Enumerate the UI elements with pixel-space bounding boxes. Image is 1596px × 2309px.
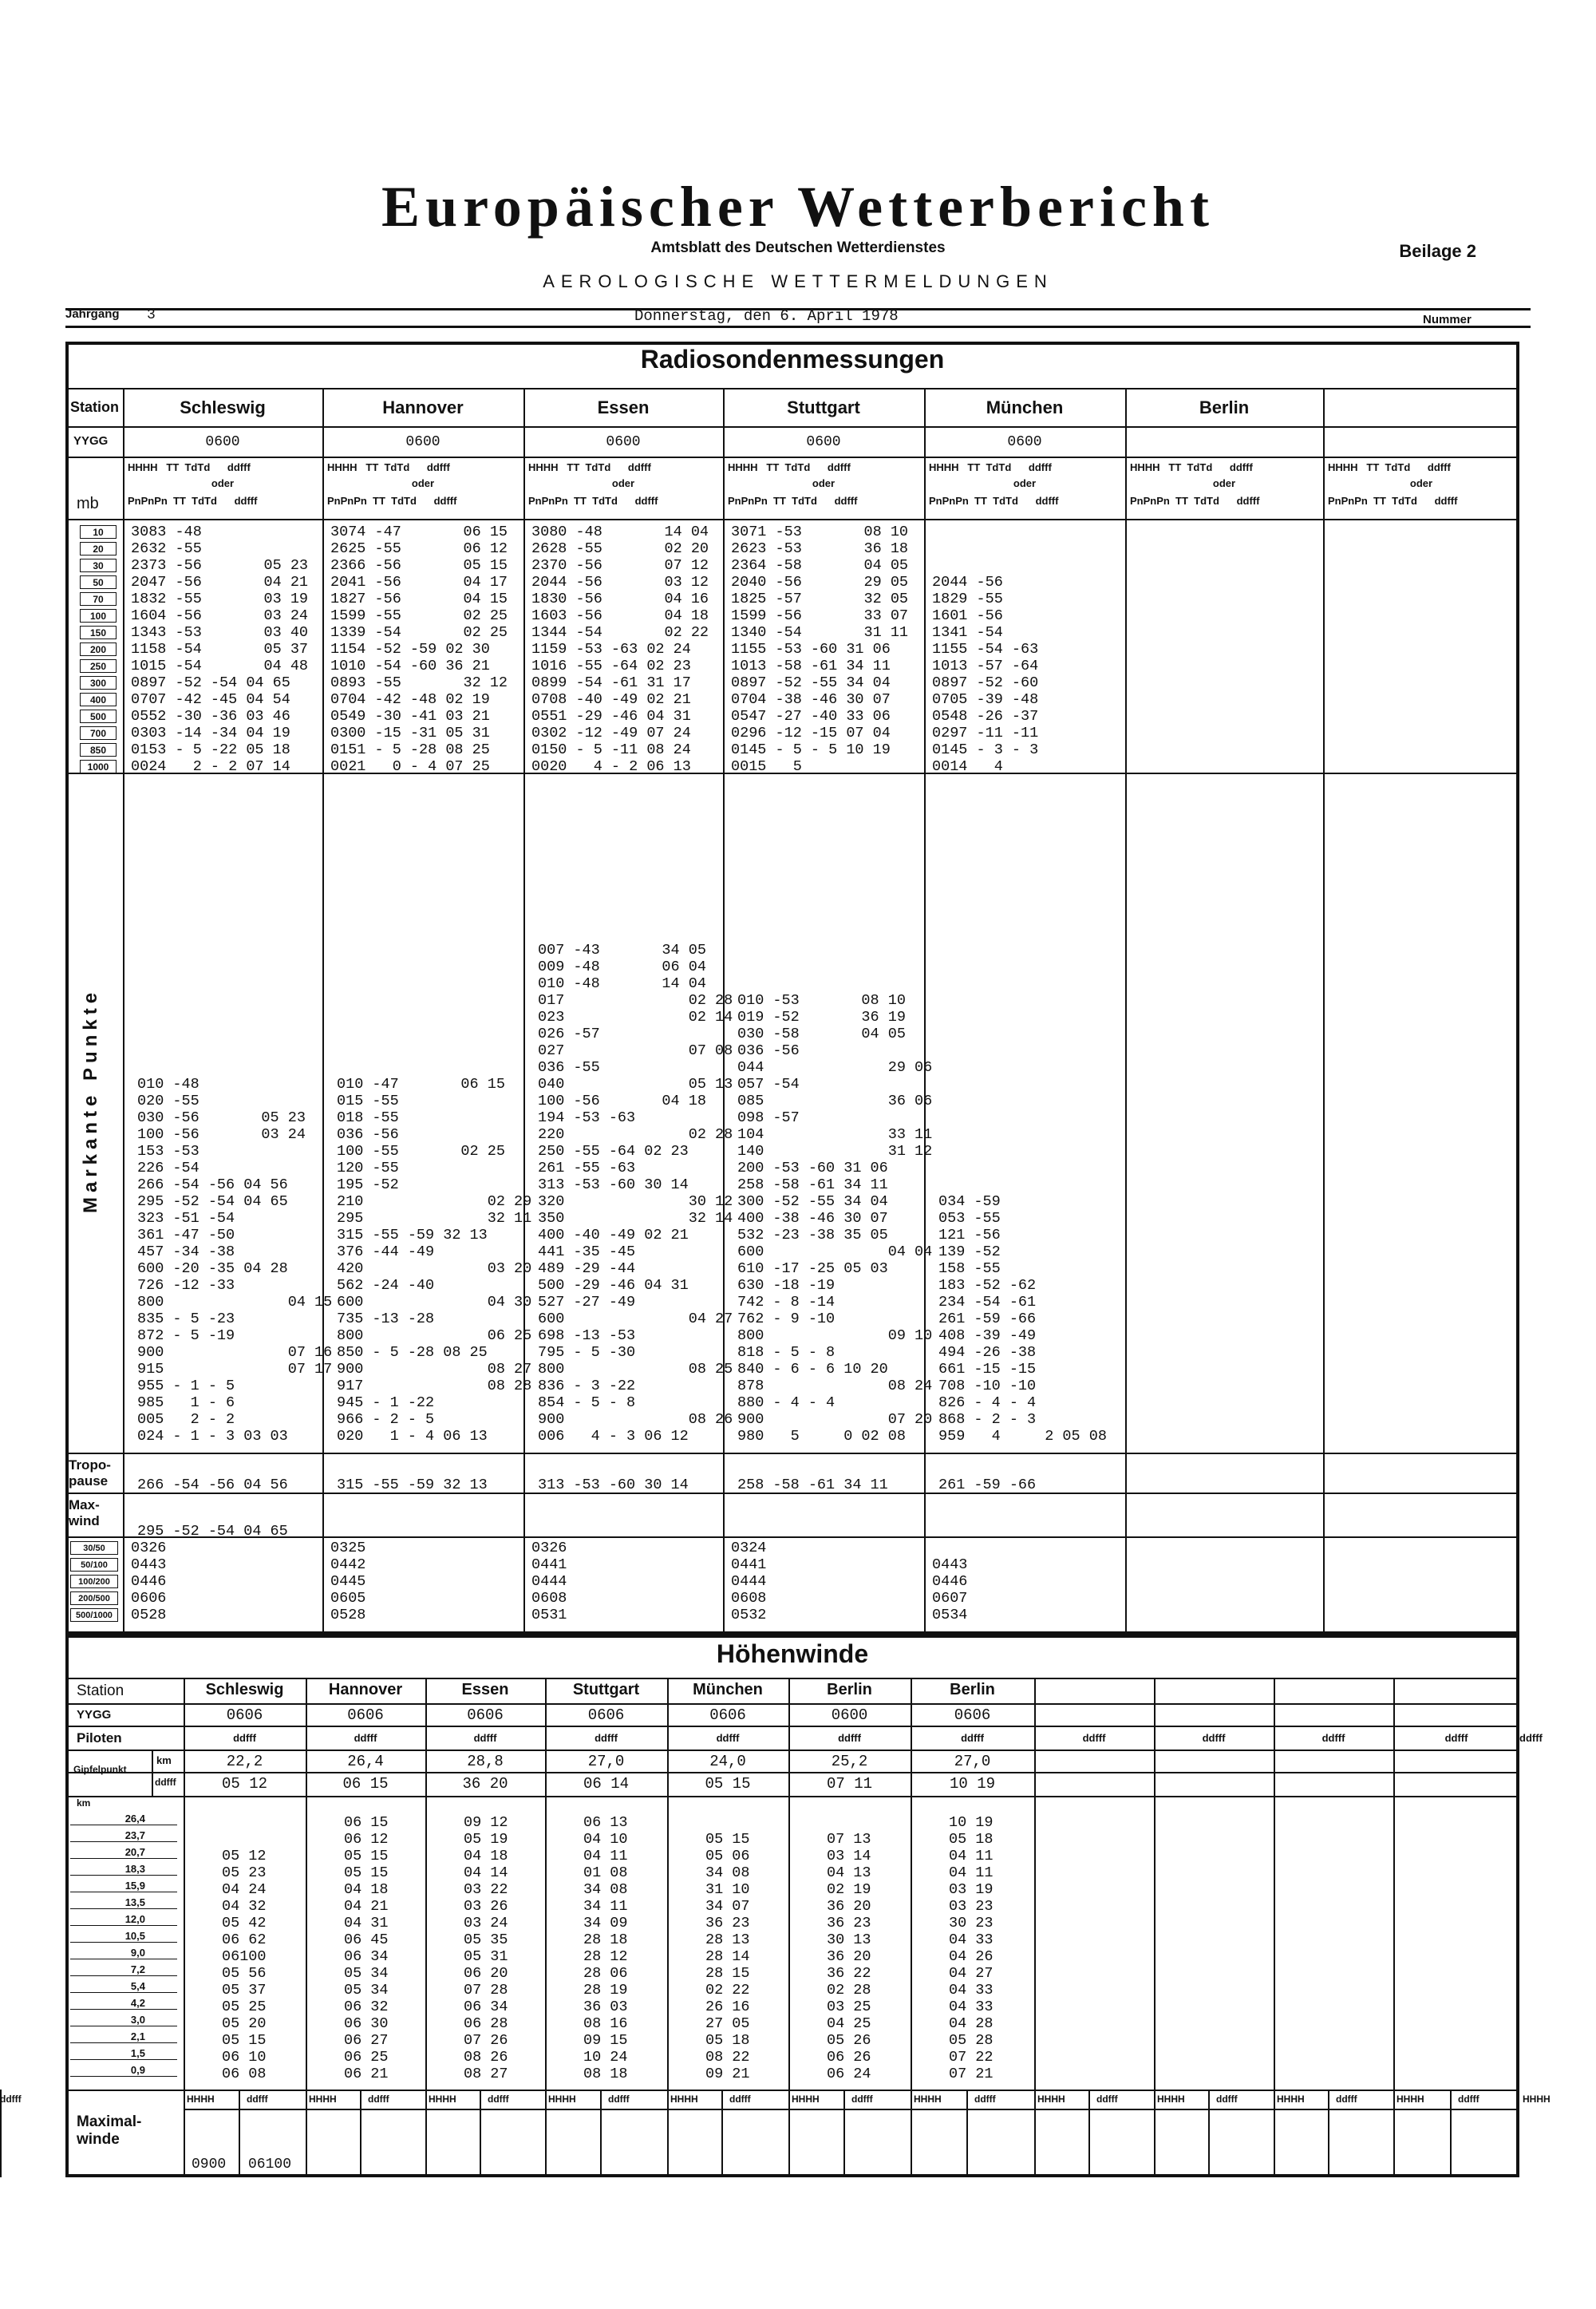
hw-gipfel-km: 28,8 [467, 1753, 504, 1770]
hw-hrule [65, 1796, 1519, 1797]
mb-level: 200 [80, 642, 117, 656]
hw-max-hhhh-label: HHHH [670, 2094, 698, 2105]
col-header-2: PnPnPn TT TdTd ddfff [327, 495, 457, 507]
hw-hrule [1274, 2109, 1393, 2110]
radio-vrule [1125, 388, 1127, 1635]
hw-station-name: Stuttgart [572, 1681, 640, 1698]
hw-gipfel-dd: 05 15 [705, 1775, 751, 1793]
hw-dd-label: ddfff [155, 1777, 176, 1788]
maxwind-value: 295 -52 -54 04 65 [137, 1523, 288, 1540]
hw-max-dd-label: ddfff [1216, 2094, 1238, 2105]
hw-gipfel-dd: 06 15 [342, 1775, 389, 1793]
standard-levels: 3071 -53 08 10 2623 -53 36 18 2364 -58 04 05 2040 -56 29 05 1825 -57 32 05 1599 -56 33 07 1340 -54 31 11 1155 -53 -60 31 06 1013 -58 -61 34 11 0897 -52 -55 34 04 0704 -38 -46 30 07 0547 -27 -40 33 06 0296 -12 -15 07 04 0145 - 5 - 5 10 19 0015 5 [731, 524, 909, 775]
mb-level: 50 [80, 575, 117, 589]
shear-row-label: 50/100 [70, 1558, 118, 1572]
hw-column-values: 05 12 05 23 04 24 04 32 05 42 06 62 06100 05 56 05 37 05 25 05 20 05 15 06 10 06 08 [222, 1848, 267, 2082]
hw-hrule [65, 2090, 1519, 2091]
radio-yygg: 0600 [806, 434, 841, 450]
hw-column-values: 05 15 05 06 34 08 31 10 34 07 36 23 28 13 28 14 28 15 02 22 26 16 27 05 05 18 08 22 09 21 [705, 1831, 750, 2082]
radio-yygg: 0600 [606, 434, 641, 450]
col-header-2: PnPnPn TT TdTd ddfff [728, 495, 858, 507]
hw-max-dd-label: ddfff [1096, 2094, 1118, 2105]
standard-levels: 3080 -48 14 04 2628 -55 02 20 2370 -56 07 12 2044 -56 03 12 1830 -56 04 16 1603 -56 04 18 1344 -54 02 22 1159 -53 -63 02 24 1016 -55 -64 02 23 0899 -54 -61 31 17 0708 -40 -49 02 21 0551 -29 -46 04 31 0302 -12 -49 07 24 0150 - 5 -11 08 24 0020 4 - 2 06 13 [531, 524, 709, 775]
hw-max-hhhh: 0900 [192, 2157, 227, 2173]
hw-hrule [65, 1726, 1519, 1727]
standard-levels: 2044 -56 1829 -55 1601 -56 1341 -54 1155 -54 -63 1013 -57 -64 0897 -52 -60 0705 -39 -48 0548 -26 -37 0297 -11 -11 0145 - 3 - 3 0014 4 [932, 574, 1039, 775]
hw-gipfel-km: 27,0 [954, 1753, 991, 1770]
hw-yygg: 0606 [226, 1706, 263, 1724]
hw-gipfel-dd: 06 14 [583, 1775, 629, 1793]
hw-maximal-label: Maximal- winde [77, 2113, 142, 2148]
hw-gipfel-dd: 05 12 [221, 1775, 267, 1793]
col-header-2: PnPnPn TT TdTd ddfff [1130, 495, 1260, 507]
mb-level: 150 [80, 626, 117, 639]
hw-yygg: 0600 [831, 1706, 868, 1724]
hw-gipfel-dd: 07 11 [826, 1775, 872, 1793]
hw-hrule [1034, 2109, 1154, 2110]
radiosonde-title: Radiosondenmessungen [640, 345, 945, 374]
hw-level: 13,5 [70, 1896, 177, 1909]
shear-values: 0326 0443 0446 0606 0528 [131, 1540, 167, 1623]
nummer-label: Nummer [1423, 313, 1472, 326]
radio-station-name: Hannover [382, 397, 464, 417]
hw-station-name: Schleswig [205, 1681, 284, 1698]
hw-column-values: 06 15 06 12 05 15 05 15 04 18 04 21 04 31 06 45 06 34 05 34 05 34 06 32 06 30 06 27 06 25 06 21 [344, 1814, 389, 2082]
mb-level: 500 [80, 710, 117, 723]
mb-level: 850 [80, 743, 117, 757]
hw-max-dd-label: ddfff [0, 2094, 22, 2105]
mb-level: 400 [80, 693, 117, 706]
station-label: Station [70, 399, 119, 415]
page-title: Europäischer Wetterbericht [381, 175, 1215, 239]
hw-yygg: 0606 [467, 1706, 504, 1724]
hw-max-dd-label: ddfff [974, 2094, 996, 2105]
hw-max-dd-label: ddfff [729, 2094, 751, 2105]
radio-station-name: Essen [597, 397, 650, 417]
hw-max-hhhh-label: HHHH [792, 2094, 820, 2105]
hw-piloten-dd: ddfff [838, 1732, 861, 1744]
col-header-oder: oder [1212, 477, 1236, 489]
hw-hrule [667, 2109, 788, 2110]
col-header-2: PnPnPn TT TdTd ddfff [929, 495, 1059, 507]
hw-gipfel-km: 26,4 [347, 1753, 384, 1770]
hw-piloten-dd: ddfff [233, 1732, 256, 1744]
shear-row-label: 30/50 [70, 1541, 118, 1555]
hw-piloten-dd: ddfff [1321, 1732, 1345, 1744]
col-header-oder: oder [1409, 477, 1433, 489]
hw-level: 26,4 [70, 1812, 177, 1825]
publisher-subtitle: Amtsblatt des Deutschen Wetterdienstes [650, 239, 946, 256]
hw-level: 7,2 [70, 1963, 177, 1976]
hw-max-hhhh-label: HHHH [1157, 2094, 1185, 2105]
radio-yygg: 0600 [1007, 434, 1042, 450]
hoehenwinde-title: Höhenwinde [716, 1639, 869, 1668]
hw-gipfel-dd: 36 20 [462, 1775, 508, 1793]
hw-max-dd-label: ddfff [608, 2094, 630, 2105]
header-rule-bottom [65, 326, 1531, 328]
hw-piloten-dd: ddfff [473, 1732, 497, 1744]
hw-hrule [425, 2109, 545, 2110]
hw-vrule [1034, 1678, 1036, 2177]
hw-vrule [600, 2090, 602, 2177]
col-header-oder: oder [1013, 477, 1037, 489]
hw-yygg: 0606 [347, 1706, 384, 1724]
hw-max-hhhh-label: HHHH [1037, 2094, 1065, 2105]
hw-max-dd: 06100 [248, 2157, 292, 2173]
marked-points: 010 -48 020 -55 030 -56 05 23 100 -56 03 24 153 -53 226 -54 266 -54 -56 04 56 295 -52 -54 04 65 323 -51 -54 361 -47 -50 457 -34 -38 600 -20 -35 04 28 726 -12 -33 800 04 15 835 - 5 -23 872 - 5 -19 900 07 16 915 07 17 955 - 1 - 5 985 1 - 6 005 2 - 2 024 - 1 - 3 03 03 [137, 1076, 333, 1445]
radio-hrule [65, 388, 1519, 389]
radio-station-name: München [986, 397, 1064, 417]
hw-level: 4,2 [70, 1996, 177, 2010]
hw-gipfel-km: 27,0 [587, 1753, 625, 1770]
marked-points: 010 -47 06 15 015 -55 018 -55 036 -56 100 -55 02 25 120 -55 195 -52 210 02 29 295 32 11 315 -55 -59 32 13 376 -44 -49 420 03 20 562 -24 -40 600 04 30 735 -13 -28 800 06 25 850 - 5 -28 08 25 900 08 27 917 08 28 945 - 1 -22 966 - 2 - 5 020 1 - 4 06 13 [337, 1076, 532, 1445]
col-header-1: HHHH TT TdTd ddfff [528, 461, 651, 473]
hw-station-name: Berlin [827, 1681, 872, 1698]
hw-hrule [65, 1678, 1519, 1679]
hw-vrule [239, 2090, 240, 2177]
hw-vrule [1450, 2090, 1452, 2177]
col-header-1: HHHH TT TdTd ddfff [1130, 461, 1253, 473]
hw-station-name: Hannover [328, 1681, 403, 1698]
hw-piloten-dd: ddfff [1519, 1732, 1543, 1744]
radio-hrule [65, 519, 1519, 520]
tropopause-value: 261 -59 -66 [938, 1477, 1037, 1493]
standard-levels: 3074 -47 06 15 2625 -55 06 12 2366 -56 05 15 2041 -56 04 17 1827 -56 04 15 1599 -55 02 25 1339 -54 02 25 1154 -52 -59 02 30 1010 -54 -60 36 21 0893 -55 32 12 0704 -42 -48 02 19 0549 -30 -41 03 21 0300 -15 -31 05 31 0151 - 5 -28 08 25 0021 0 - 4 07 25 [330, 524, 508, 775]
radio-yygg: 0600 [405, 434, 440, 450]
yygg-label: YYGG [73, 434, 109, 448]
col-header-1: HHHH TT TdTd ddfff [327, 461, 450, 473]
section-title: AEROLOGISCHE WETTERMELDUNGEN [543, 271, 1053, 291]
shear-values: 0324 0441 0444 0608 0532 [731, 1540, 767, 1623]
tropopause-value: 315 -55 -59 32 13 [337, 1477, 488, 1493]
hw-vrule [480, 2090, 481, 2177]
tropopause-label: Tropo- pause [69, 1457, 111, 1489]
hw-hrule [65, 1750, 1519, 1751]
mb-level: 20 [80, 542, 117, 556]
hw-max-hhhh-label: HHHH [429, 2094, 456, 2105]
hw-vrule [843, 2090, 845, 2177]
col-header-2: PnPnPn TT TdTd ddfff [528, 495, 658, 507]
mb-level: 700 [80, 726, 117, 740]
hw-max-dd-label: ddfff [368, 2094, 389, 2105]
hw-hrule [1393, 2109, 1519, 2110]
hw-station-name: Berlin [950, 1681, 995, 1698]
hw-max-hhhh-label: HHHH [1277, 2094, 1305, 2105]
mb-level: 10 [80, 525, 117, 539]
hw-km-label: km [156, 1754, 172, 1766]
hw-level: 0,9 [70, 2063, 177, 2077]
hw-hrule [65, 1772, 1519, 1773]
col-header-1: HHHH TT TdTd ddfff [728, 461, 851, 473]
hw-level: 9,0 [70, 1946, 177, 1959]
hw-max-hhhh-label: HHHH [187, 2094, 215, 2105]
standard-levels: 3083 -48 2632 -55 2373 -56 05 23 2047 -56 04 21 1832 -55 03 19 1604 -56 03 24 1343 -53 03 40 1158 -54 05 37 1015 -54 04 48 0897 -52 -54 04 65 0707 -42 -45 04 54 0552 -30 -36 03 46 0303 -14 -34 04 19 0153 - 5 -22 05 18 0024 2 - 2 07 14 [131, 524, 309, 775]
hw-vrule [721, 2090, 723, 2177]
hw-piloten-dd: ddfff [1082, 1732, 1106, 1744]
hw-column-values: 10 19 05 18 04 11 04 11 03 19 03 23 30 23 04 33 04 26 04 27 04 33 04 33 04 28 05 28 07 22 07 21 [949, 1814, 994, 2082]
hw-hrule [65, 1703, 1519, 1705]
col-header-1: HHHH TT TdTd ddfff [929, 461, 1052, 473]
radio-vrule [322, 388, 324, 1635]
hw-level: 2,1 [70, 2030, 177, 2043]
radio-hrule [65, 457, 1519, 458]
tropopause-value: 313 -53 -60 30 14 [538, 1477, 689, 1493]
hw-gipfel-km: 24,0 [709, 1753, 746, 1770]
hw-hrule [911, 2109, 1034, 2110]
mb-level: 30 [80, 559, 117, 572]
hw-vrule [1088, 2090, 1090, 2177]
hw-piloten-dd: ddfff [354, 1732, 377, 1744]
maxwind-label: Max- wind [69, 1497, 100, 1528]
hw-level: 3,0 [70, 2013, 177, 2026]
col-header-oder: oder [812, 477, 836, 489]
col-header-2: PnPnPn TT TdTd ddfff [128, 495, 258, 507]
hw-max-hhhh-label: HHHH [1523, 2094, 1551, 2105]
shear-row-label: 500/1000 [70, 1608, 118, 1622]
hw-yygg: 0606 [709, 1706, 746, 1724]
hw-column-values: 06 13 04 10 04 11 01 08 34 08 34 11 34 09 28 18 28 12 28 06 28 19 36 03 08 16 09 15 10 24 08 18 [583, 1814, 628, 2082]
hw-hrule [306, 2109, 425, 2110]
marked-points-label: Markante Punkte [80, 987, 101, 1213]
radio-hrule [65, 1453, 1519, 1454]
hw-level: 18,3 [70, 1862, 177, 1876]
hw-max-dd-label: ddfff [488, 2094, 509, 2105]
radio-vrule [1323, 388, 1325, 1635]
hw-level: 20,7 [70, 1845, 177, 1859]
hw-yygg: 0606 [587, 1706, 625, 1724]
shear-values: 0325 0442 0445 0605 0528 [330, 1540, 366, 1623]
hw-gipfel-km: 25,2 [831, 1753, 868, 1770]
issue-date: Donnerstag, den 6. April 1978 [634, 307, 899, 325]
hw-station-label: Station [77, 1682, 124, 1699]
hw-level: 15,9 [70, 1879, 177, 1892]
hw-max-hhhh-label: HHHH [548, 2094, 576, 2105]
hw-max-hhhh-label: HHHH [914, 2094, 942, 2105]
hw-piloten-dd: ddfff [961, 1732, 984, 1744]
marked-points: 010 -53 08 10 019 -52 36 19 030 -58 04 05 036 -56 044 29 06 057 -54 085 36 06 098 -57 104 33 11 140 31 12 200 -53 -60 31 06 258 -58 -61 34 11 300 -52 -55 34 04 400 -38 -46 30 07 532 -23 -38 35 05 600 04 04 610 -17 -25 05 03 630 -18 -19 742 - 8 -14 762 - 9 -10 800 09 10 818 - 5 - 8 840 - 6 - 6 10 20 878 08 24 880 - 4 - 4 900 07 20 980 5 0 02 08 [737, 992, 933, 1445]
radio-station-name: Berlin [1199, 397, 1250, 417]
hw-station-name: München [693, 1681, 763, 1698]
hw-vrule [360, 2090, 361, 2177]
hw-km-col-label: km [77, 1797, 91, 1809]
hw-hrule [1154, 2109, 1274, 2110]
hw-yygg: 0606 [954, 1706, 991, 1724]
marked-points: 034 -59 053 -55 121 -56 139 -52 158 -55 183 -52 -62 234 -54 -61 261 -59 -66 408 -39 -49 494 -26 -38 661 -15 -15 708 -10 -10 826 - 4 - 4 868 - 2 - 3 959 4 2 05 08 [938, 1193, 1107, 1445]
col-header-oder: oder [411, 477, 435, 489]
radio-hrule [65, 426, 1519, 428]
shear-row-label: 100/200 [70, 1575, 118, 1588]
hw-max-dd-label: ddfff [851, 2094, 873, 2105]
hw-hrule [788, 2109, 911, 2110]
hw-vrule [1274, 1678, 1275, 2177]
jahrgang-label: Jahrgang [65, 307, 120, 321]
tropopause-value: 266 -54 -56 04 56 [137, 1477, 288, 1493]
col-header-oder: oder [611, 477, 635, 489]
mb-level: 70 [80, 592, 117, 606]
hw-vrule [1393, 1678, 1395, 2177]
hw-max-hhhh-label: HHHH [1396, 2094, 1424, 2105]
hw-column-values: 09 12 05 19 04 18 04 14 03 22 03 26 03 24 05 35 05 31 06 20 07 28 06 34 06 28 07 26 08 26 08 27 [464, 1814, 508, 2082]
hw-gipfel-dd: 10 19 [949, 1775, 995, 1793]
hw-vrule [1328, 2090, 1329, 2177]
hw-max-hhhh-label: HHHH [309, 2094, 337, 2105]
beilage-label: Beilage 2 [1399, 241, 1476, 261]
hw-station-name: Essen [461, 1681, 509, 1698]
hw-max-dd-label: ddfff [247, 2094, 268, 2105]
mb-level: 250 [80, 659, 117, 673]
hw-vrule [1208, 2090, 1210, 2177]
mb-level: 1000 [80, 760, 117, 773]
hw-vrule [152, 1750, 153, 1796]
radio-yygg: 0600 [205, 434, 240, 450]
hw-piloten-dd: ddfff [716, 1732, 740, 1744]
radio-station-name: Stuttgart [787, 397, 860, 417]
mb-level: 100 [80, 609, 117, 623]
hw-vrule [1154, 1678, 1156, 2177]
hw-level: 23,7 [70, 1829, 177, 1842]
hw-max-dd-label: ddfff [1336, 2094, 1357, 2105]
jahrgang-value: 3 [147, 307, 156, 323]
shear-row-label: 200/500 [70, 1591, 118, 1605]
col-header-oder: oder [211, 477, 235, 489]
radio-station-name: Schleswig [180, 397, 266, 417]
tropopause-value: 258 -58 -61 34 11 [737, 1477, 888, 1493]
shear-values: 0326 0441 0444 0608 0531 [531, 1540, 567, 1623]
hw-level: 5,4 [70, 1979, 177, 1993]
hw-vrule [966, 2090, 968, 2177]
hw-piloten-dd: ddfff [595, 1732, 618, 1744]
hw-gipfel-label: Gipfelpunkt [73, 1764, 127, 1775]
hw-max-dd-label: ddfff [1458, 2094, 1479, 2105]
radio-vrule [523, 388, 525, 1635]
hw-column-values: 07 13 03 14 04 13 02 19 36 20 36 23 30 13 36 20 36 22 02 28 03 25 04 25 05 26 06 26 06 24 [827, 1831, 871, 2082]
radio-vrule [123, 388, 124, 1635]
hw-gipfel-km: 22,2 [226, 1753, 263, 1770]
marked-points: 007 -43 34 05 009 -48 06 04 010 -48 14 04 017 02 28 023 02 14 026 -57 027 07 08 036 -55 040 05 13 100 -56 04 18 194 -53 -63 220 02 28 250 -55 -64 02 23 261 -55 -63 313 -53 -60 30 14 320 30 12 350 32 14 400 -40 -49 02 21 441 -35 -45 489 -29 -44 500 -29 -46 04 31 527 -27 -49 600 04 27 698 -13 -53 795 - 5 -30 800 08 25 836 - 3 -22 854 - 5 - 8 900 08 26 006 4 - 3 06 12 [538, 942, 733, 1445]
hw-level: 1,5 [70, 2046, 177, 2060]
mb-level: 300 [80, 676, 117, 690]
hw-piloten-dd: ddfff [1202, 1732, 1226, 1744]
hw-level: 10,5 [70, 1929, 177, 1943]
hw-level: 12,0 [70, 1912, 177, 1926]
header-rule-top [65, 308, 1531, 310]
hw-yygg-label: YYGG [77, 1708, 112, 1722]
col-header-2: PnPnPn TT TdTd ddfff [1328, 495, 1458, 507]
col-header-1: HHHH TT TdTd ddfff [128, 461, 251, 473]
hw-piloten-dd: ddfff [1444, 1732, 1468, 1744]
hw-piloten-label: Piloten [77, 1730, 122, 1746]
mb-label: mb [77, 495, 99, 512]
col-header-1: HHHH TT TdTd ddfff [1328, 461, 1451, 473]
hw-hrule [184, 2109, 306, 2110]
shear-values: 0443 0446 0607 0534 [932, 1556, 968, 1623]
hw-hrule [545, 2109, 667, 2110]
